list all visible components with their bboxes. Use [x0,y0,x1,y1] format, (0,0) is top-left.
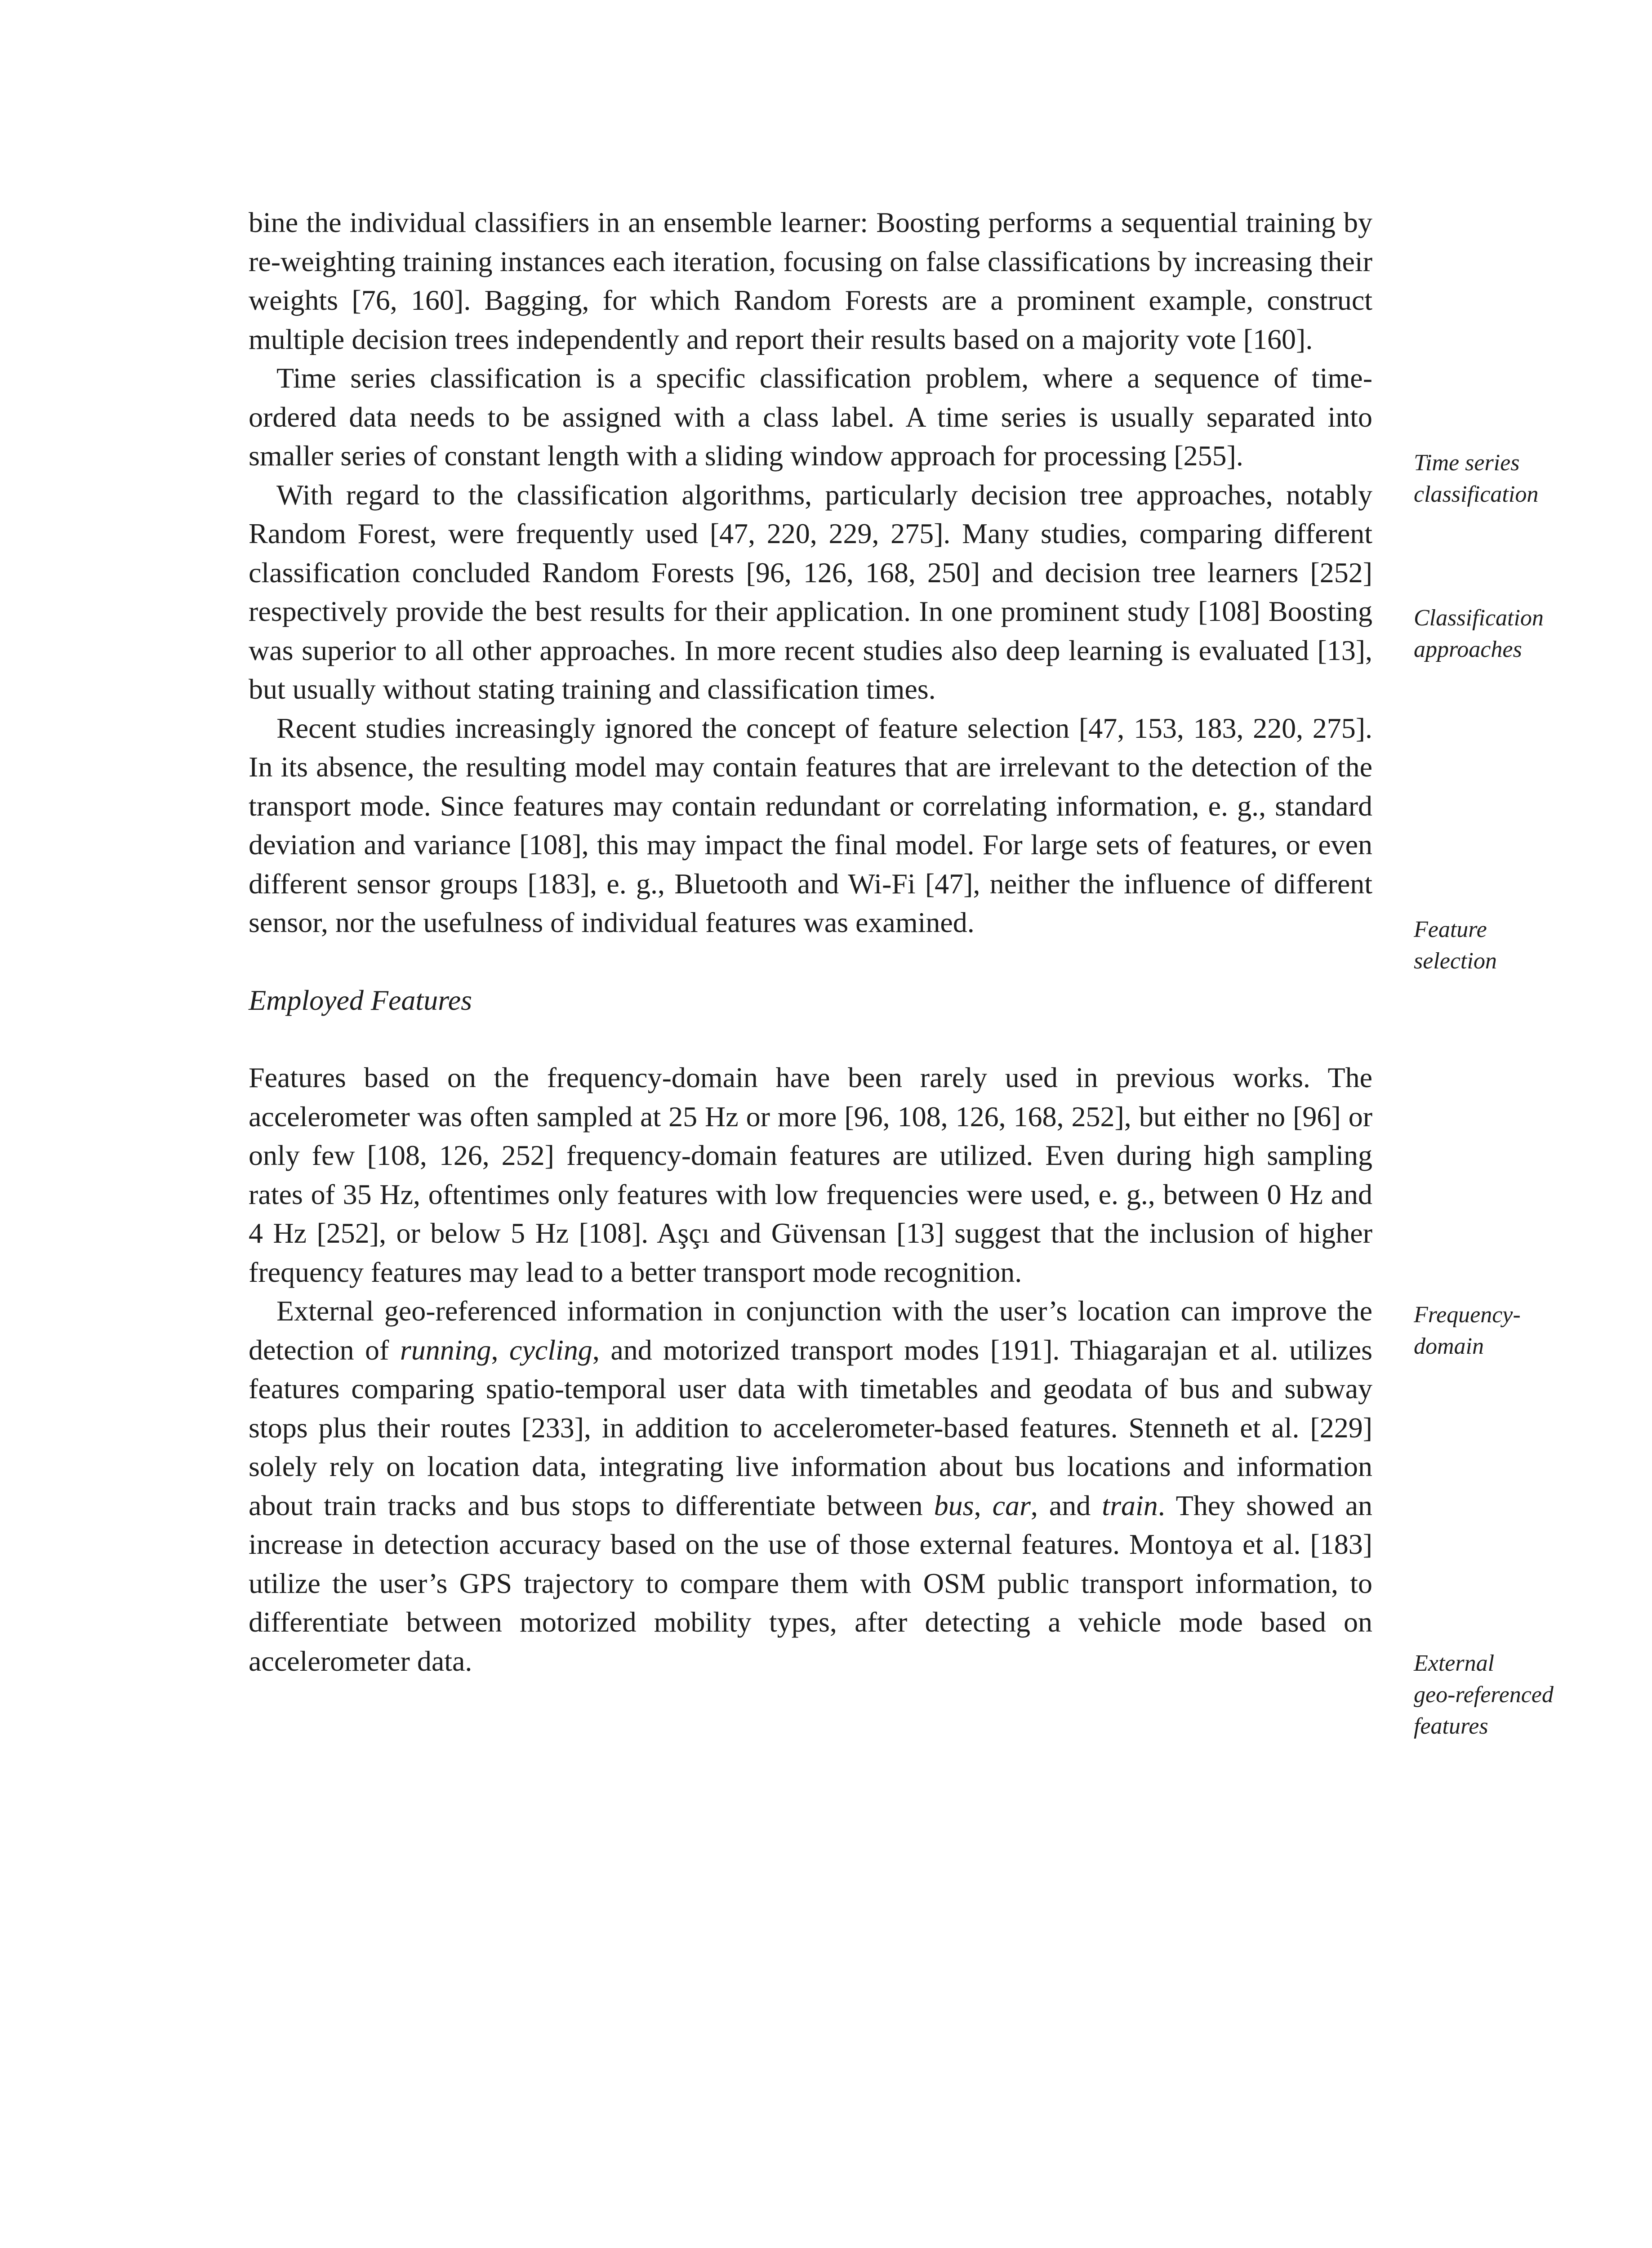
margin-note-classification-approaches [1414,602,1612,665]
margin-note-line: classification [1414,482,1539,507]
margin-note-line: approaches [1414,637,1522,662]
term-running: running [400,1334,491,1366]
text-run: . They showed an increase in detection accuracy based on the use of those external features. Montoya et al. [183] utilize the user’s GPS trajectory to compare them with OSM public transport information, to differentiate between motorized mobility types, after detecting a vehicle mode based on accelerometer data. [249,1489,1373,1677]
margin-note-external-features [1414,1648,1612,1742]
margin-note-line: External [1414,1650,1495,1676]
section-title: Employed Features [249,984,472,1016]
term-train: train [1102,1489,1158,1521]
margin-note-line: features [1414,1713,1488,1739]
main-text-column [249,203,1372,1681]
margin-note-time-series [1414,447,1612,510]
margin-note-line: selection [1414,948,1497,974]
paragraph-feature-selection: Recent studies increasingly ignored the concept of feature selection [47, 153, 183, 220, 275]. In its absence, the resulting model may contain features that are irrelevant to the detection of the transport mode. Since features may contain redundant or correlating information, e. g., standard deviation and variance [108], this may impact the final model. For large sets of features, or even different sensor groups [183], e. g., Bluetooth and Wi-Fi [47], neither the influence of different sensor, nor the usefulness of individual features was examined. [249,712,1372,938]
paragraph-external-features [249,1292,1372,1681]
margin-note-line: geo-referenced [1414,1682,1554,1708]
text-run: , and [1030,1489,1102,1521]
margin-note-feature-selection [1414,914,1612,977]
paragraph-frequency-domain: Features based on the frequency-domain have been rarely used in previous works. The accelerometer was often sampled at 25 Hz or more [96, 108, 126, 168, 252], but either no [96] or only few [108, 126, 252] frequency-domain features are utilized. Even during high sampling rates of 35 Hz, oftentimes only features with low frequencies were used, e. g., between 0 Hz and 4 Hz [252], or below 5 Hz [108]. Aşçı and Güvensan [13] suggest that the inclusion of higher frequency features may lead to a better transport mode recognition. [249,1062,1372,1288]
paragraph-time-series: Time series classification is a specific classification problem, where a sequence of time-ordered data needs to be assigned with a class label. A time series is usually separated into smaller series of constant length with a sliding window approach for processing [255]. [249,362,1372,472]
margin-note-line: Classification [1414,605,1544,631]
paragraph-classification-approaches: With regard to the classification algorithms, particularly decision tree approaches, notably Random Forest, were frequently used [47, 220, 229, 275]. Many studies, comparing different classification concluded Random Forests [96, 126, 168, 250] and decision tree learners [252] respectively provide the best results for their application. In one prominent study [108] Boosting was superior to all other approaches. In more recent studies also deep learning is evaluated [13], but usually without stating training and classification times. [249,478,1372,705]
paragraph-ensemble: bine the individual classifiers in an ensemble learner: Boosting performs a sequential training by re-weighting training instances each iteration, focusing on false classifications by increasing their weights [76, 160]. Bagging, for which Random Forests are a prominent example, construct multiple decision trees independently and report their results based on a majority vote [160]. [249,206,1372,355]
margin-note-line: Time series [1414,450,1520,476]
term-cycling: cycling [509,1334,592,1366]
margin-note-line: domain [1414,1334,1484,1359]
margin-note-line: Feature [1414,917,1487,942]
term-car: car [992,1489,1031,1521]
text-run: , [491,1334,510,1366]
text-run: , and motorized transport modes [191]. Thiagarajan et al. utilizes features comparing spatio-temporal user data with timetables and geodata of bus and subway stops plus their routes [233], in addition to accelerometer-based features. Stenneth et al. [229] solely rely on location data, integrating live information about bus locations and information about train tracks and bus stops to differentiate between [249,1334,1373,1521]
margin-note-frequency-domain [1414,1299,1612,1362]
text-run: , [974,1489,993,1521]
term-bus: bus [934,1489,974,1521]
margin-note-line: Frequency- [1414,1302,1521,1328]
text-run: External geo-referenced information in conjunction with the user’s location can improve the detection of [249,1295,1372,1366]
